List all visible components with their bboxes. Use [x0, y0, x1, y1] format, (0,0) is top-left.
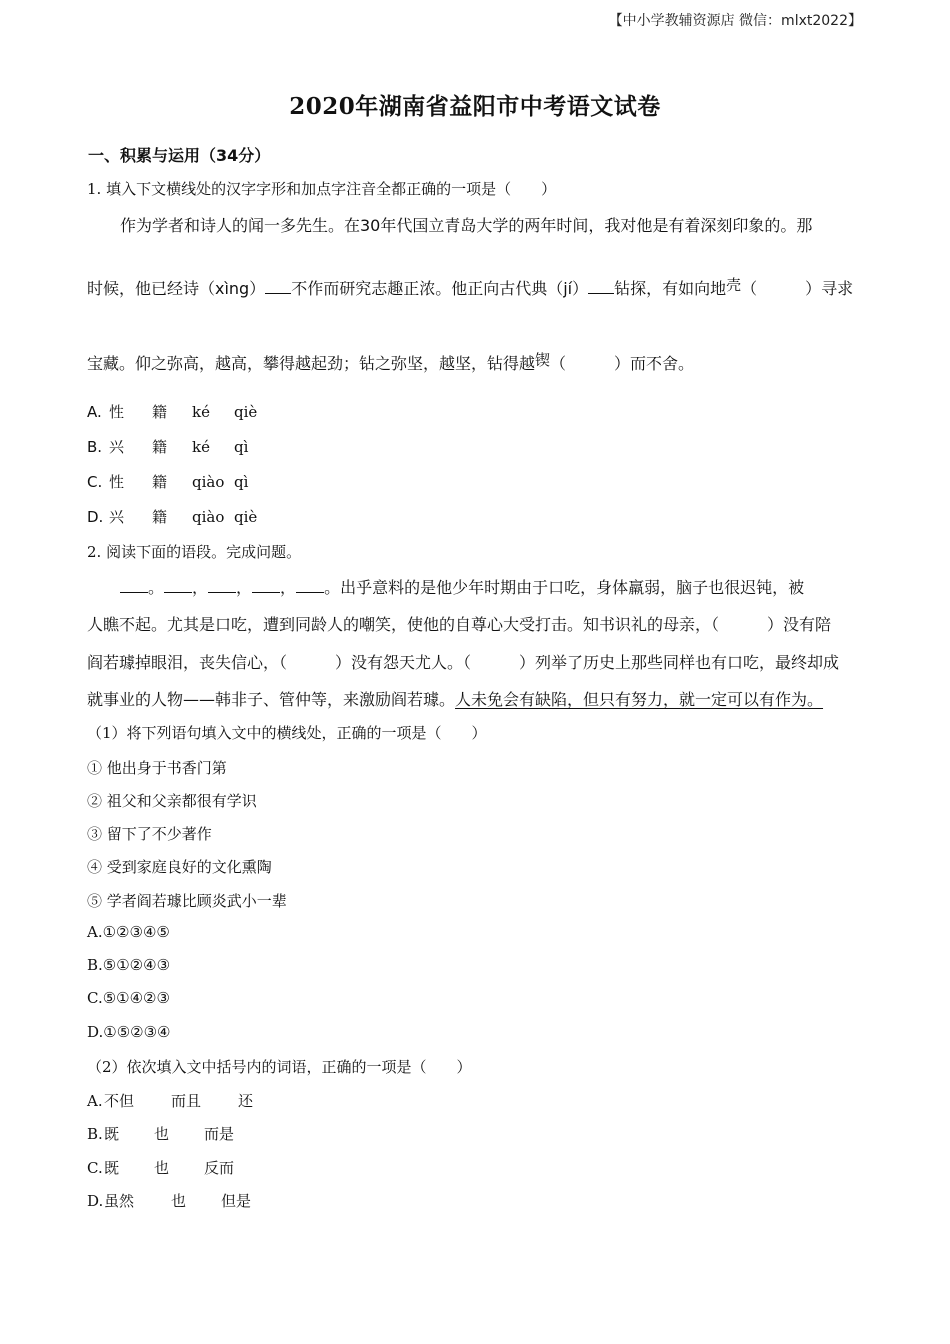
q2-sub2-option-c[interactable]	[87, 1157, 234, 1178]
q1-text: （ ）而不舍。	[550, 354, 695, 373]
q1-text: 钻探，有如向地	[614, 279, 727, 298]
option-part: 但是	[221, 1192, 252, 1210]
option-part: qì	[234, 438, 249, 456]
option-part: qiào	[192, 473, 225, 491]
option-part: 而是	[204, 1125, 235, 1143]
option-part: 兴	[109, 438, 125, 456]
underlined-sentence: 人未免会有缺陷，但只有努力，就一定可以有作为。	[455, 690, 824, 709]
option-part: 也	[154, 1159, 170, 1177]
option-part: 既	[104, 1125, 120, 1143]
option-part: 也	[171, 1192, 187, 1210]
option-part: 不但	[104, 1092, 135, 1110]
option-part: 籍	[152, 403, 168, 421]
option-part: 籍	[152, 438, 168, 456]
header-note: 【中小学教辅资源店 微信：mlxt2022】	[608, 13, 862, 29]
option-part: qì	[234, 473, 249, 491]
option-part: 还	[238, 1092, 254, 1110]
q1-option-a[interactable]	[87, 401, 257, 422]
q1-option-c[interactable]	[87, 471, 248, 492]
q1-text: 不作而研究志趣正浓。他正向古代典（jí）	[291, 279, 589, 298]
fill-blank[interactable]	[588, 279, 614, 294]
option-label: A.	[87, 403, 102, 421]
option-part: 兴	[109, 508, 125, 526]
q2-sub1-item-5: ⑤ 学者阎若璩比顾炎武小一辈	[87, 892, 287, 910]
option-part: qiè	[234, 508, 258, 526]
q1-stem: 1. 填入下文横线处的汉字字形和加点字注音全都正确的一项是（ ）	[87, 180, 557, 198]
q2-passage-line-2: 人瞧不起。尤其是口吃，遭到同龄人的嘲笑，使他的自尊心大受打击。知书识礼的母亲，（ ）没有陪	[87, 615, 832, 634]
q2-passage-line-1: 。 ， ， ， 。出乎意料的是他少年时期由于口吃，身体羸弱，脑子也很迟钝，被	[120, 575, 804, 598]
q1-text: 时候，他已经诗（xìng）	[87, 279, 266, 298]
q1-passage-line-2	[87, 276, 853, 299]
q2-passage-line-3: 阎若璩掉眼泪，丧失信心，（ ）没有怨天尤人。（ ）列举了历史上那些同样也有口吃，最终却成	[87, 653, 840, 672]
section-heading: 一、积累与运用（34分）	[88, 146, 271, 165]
option-label: C.	[87, 1159, 103, 1177]
option-label: D.	[87, 508, 104, 526]
option-part: 虽然	[104, 1192, 135, 1210]
q1-passage-line-1: 作为学者和诗人的闻一多先生。在30年代国立青岛大学的两年时间，我对他是有着深刻印象的。那	[120, 216, 813, 235]
fill-blank[interactable]	[120, 578, 148, 593]
option-part: ké	[192, 403, 210, 421]
option-part: 反而	[204, 1159, 235, 1177]
option-part: 而且	[171, 1092, 202, 1110]
q2-sub1-option-d[interactable]: D.①⑤②③④	[87, 1023, 171, 1041]
q2-passage-line-4	[87, 687, 823, 710]
option-part: 性	[109, 473, 125, 491]
option-part: 性	[109, 403, 125, 421]
page-title: 2020年湖南省益阳市中考语文试卷	[289, 93, 661, 120]
option-label: B.	[87, 1125, 103, 1143]
fill-blank[interactable]	[252, 578, 280, 593]
q2-sub2-option-a[interactable]	[87, 1090, 253, 1111]
q2-sub2-stem: （2）依次填入文中括号内的词语，正确的一项是（ ）	[87, 1058, 472, 1076]
q2-sub1-item-3: ③ 留下了不少著作	[87, 825, 212, 843]
q2-sub1-item-4: ④ 受到家庭良好的文化熏陶	[87, 858, 272, 876]
q1-text: （ ）寻求	[741, 279, 854, 298]
q2-stem: 2. 阅读下面的语段。完成问题。	[87, 543, 302, 561]
q2-text: 就事业的人物——韩非子、管仲等，来激励阎若璩。	[87, 690, 456, 709]
q2-text: 出乎意料的是他少年时期由于口吃，身体羸弱，脑子也很迟钝，被	[340, 578, 805, 597]
dotted-char: 壳	[726, 276, 742, 294]
option-part: 也	[154, 1125, 170, 1143]
q2-sub1-option-b[interactable]: B.⑤①②④③	[87, 956, 171, 974]
option-label: A.	[87, 1092, 103, 1110]
dotted-char: 锲	[535, 351, 551, 369]
q1-text: 宝藏。仰之弥高，越高，攀得越起劲；钻之弥坚，越坚，钻得越	[87, 354, 536, 373]
q1-passage-line-3	[87, 351, 694, 374]
q2-sub1-item-2: ② 祖父和父亲都很有学识	[87, 792, 257, 810]
option-label: D.	[87, 1192, 104, 1210]
q2-sub1-stem: （1）将下列语句填入文中的横线处，正确的一项是（ ）	[87, 724, 487, 742]
q2-sub2-option-d[interactable]	[87, 1190, 251, 1211]
option-part: 籍	[152, 473, 168, 491]
option-part: 既	[104, 1159, 120, 1177]
q2-sub2-option-b[interactable]	[87, 1123, 234, 1144]
q1-option-b[interactable]	[87, 436, 248, 457]
fill-blank[interactable]	[296, 578, 324, 593]
option-label: C.	[87, 473, 103, 491]
q2-sub1-option-c[interactable]: C.⑤①④②③	[87, 989, 170, 1007]
q1-option-d[interactable]	[87, 506, 257, 527]
q2-sub1-item-1: ① 他出身于书香门第	[87, 759, 227, 777]
fill-blank[interactable]	[208, 578, 236, 593]
option-label: B.	[87, 438, 103, 456]
option-part: 籍	[152, 508, 168, 526]
option-part: qiào	[192, 508, 225, 526]
option-part: qiè	[234, 403, 258, 421]
fill-blank[interactable]	[164, 578, 192, 593]
q2-sub1-option-a[interactable]: A.①②③④⑤	[87, 923, 170, 941]
option-part: ké	[192, 438, 210, 456]
fill-blank[interactable]	[265, 279, 291, 294]
